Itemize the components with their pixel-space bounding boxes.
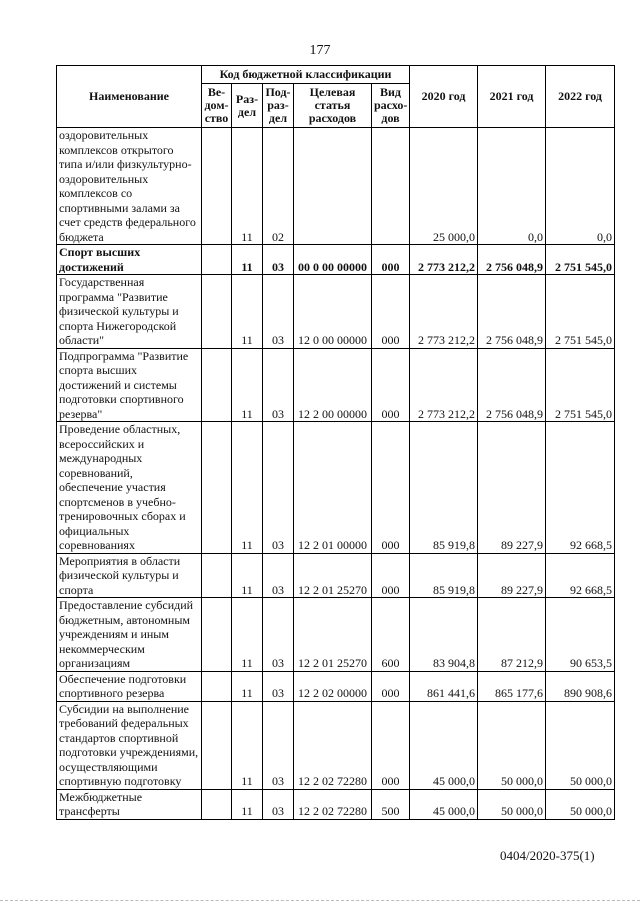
cell-2020: 2 773 212,2 xyxy=(410,348,478,422)
cell-ved xyxy=(202,275,232,349)
cell-razdel: 11 xyxy=(232,789,263,819)
cell-2020: 2 773 212,2 xyxy=(410,275,478,349)
cell-name: оздоровительных комплексов открытого типа и/или физкультурно-оздоровительных комплексов со спортивными залами за счет средств федерального бюджета xyxy=(57,128,202,245)
cell-celevaya: 12 2 00 00000 xyxy=(294,348,372,422)
cell-2020: 85 919,8 xyxy=(410,553,478,598)
cell-vid: 000 xyxy=(372,701,410,789)
footer-rule xyxy=(0,900,640,901)
cell-2022: 50 000,0 xyxy=(546,789,615,819)
header-name: Наименование xyxy=(57,66,202,128)
cell-2022: 2 751 545,0 xyxy=(546,348,615,422)
cell-celevaya: 12 2 01 25270 xyxy=(294,598,372,672)
cell-podrazdel: 02 xyxy=(263,128,294,245)
page-number: 177 xyxy=(309,43,331,58)
cell-razdel: 11 xyxy=(232,598,263,672)
table-body xyxy=(57,128,615,820)
table-row xyxy=(57,422,615,554)
cell-vid: 000 xyxy=(372,348,410,422)
header-celevaya: Целевая статья расходов xyxy=(294,84,372,128)
cell-celevaya: 00 0 00 00000 xyxy=(294,245,372,275)
cell-ved xyxy=(202,128,232,245)
cell-name: Обеспечение подготовки спортивного резерва xyxy=(57,671,202,701)
cell-ved xyxy=(202,422,232,554)
header-code-group: Код бюджетной классификации xyxy=(202,66,410,84)
cell-celevaya: 12 2 01 25270 xyxy=(294,553,372,598)
cell-2021: 89 227,9 xyxy=(478,422,546,554)
cell-razdel: 11 xyxy=(232,348,263,422)
cell-name: Межбюджетные трансферты xyxy=(57,789,202,819)
header-2021: 2021 год xyxy=(478,66,546,128)
table-header xyxy=(57,66,615,128)
cell-2021: 2 756 048,9 xyxy=(478,348,546,422)
table-row xyxy=(57,553,615,598)
cell-celevaya: 12 2 01 00000 xyxy=(294,422,372,554)
cell-razdel: 11 xyxy=(232,245,263,275)
cell-2021: 865 177,6 xyxy=(478,671,546,701)
cell-2020: 83 904,8 xyxy=(410,598,478,672)
cell-vid: 000 xyxy=(372,553,410,598)
cell-name: Предоставление субсидий бюджетным, автономным учреждениям и иным некоммерческим организациям xyxy=(57,598,202,672)
cell-celevaya: 12 2 02 00000 xyxy=(294,671,372,701)
cell-2021: 50 000,0 xyxy=(478,789,546,819)
cell-podrazdel: 03 xyxy=(263,275,294,349)
cell-vid: 000 xyxy=(372,671,410,701)
cell-celevaya: 12 0 00 00000 xyxy=(294,275,372,349)
cell-podrazdel: 03 xyxy=(263,671,294,701)
cell-2021: 89 227,9 xyxy=(478,553,546,598)
cell-vid: 600 xyxy=(372,598,410,672)
cell-2021: 87 212,9 xyxy=(478,598,546,672)
table-row xyxy=(57,671,615,701)
table-row xyxy=(57,275,615,349)
cell-celevaya xyxy=(294,128,372,245)
cell-vid: 000 xyxy=(372,422,410,554)
document-code: 0404/2020-375(1) xyxy=(500,848,595,863)
cell-podrazdel: 03 xyxy=(263,348,294,422)
cell-vid: 500 xyxy=(372,789,410,819)
cell-razdel: 11 xyxy=(232,701,263,789)
header-ved: Ве-дом-ство xyxy=(202,84,232,128)
cell-razdel: 11 xyxy=(232,553,263,598)
cell-vid: 000 xyxy=(372,245,410,275)
cell-ved xyxy=(202,671,232,701)
cell-name: Мероприятия в области физической культуры и спорта xyxy=(57,553,202,598)
cell-2020: 85 919,8 xyxy=(410,422,478,554)
cell-celevaya: 12 2 02 72280 xyxy=(294,789,372,819)
budget-table xyxy=(56,65,615,820)
cell-ved xyxy=(202,598,232,672)
cell-podrazdel: 03 xyxy=(263,789,294,819)
header-vid: Вид расхо-дов xyxy=(372,84,410,128)
cell-2022: 90 653,5 xyxy=(546,598,615,672)
cell-2021: 0,0 xyxy=(478,128,546,245)
cell-name: Спорт высших достижений xyxy=(57,245,202,275)
cell-2020: 45 000,0 xyxy=(410,701,478,789)
cell-2021: 50 000,0 xyxy=(478,701,546,789)
table-row xyxy=(57,128,615,245)
cell-2022: 92 668,5 xyxy=(546,422,615,554)
table-row xyxy=(57,701,615,789)
cell-ved xyxy=(202,245,232,275)
cell-2020: 2 773 212,2 xyxy=(410,245,478,275)
cell-razdel: 11 xyxy=(232,275,263,349)
cell-2021: 2 756 048,9 xyxy=(478,245,546,275)
cell-razdel: 11 xyxy=(232,128,263,245)
cell-2022: 2 751 545,0 xyxy=(546,275,615,349)
cell-podrazdel: 03 xyxy=(263,245,294,275)
cell-2022: 0,0 xyxy=(546,128,615,245)
cell-podrazdel: 03 xyxy=(263,598,294,672)
cell-2022: 92 668,5 xyxy=(546,553,615,598)
cell-razdel: 11 xyxy=(232,422,263,554)
cell-ved xyxy=(202,789,232,819)
cell-razdel: 11 xyxy=(232,671,263,701)
cell-name: Субсидии на выполнение требований федеральных стандартов спортивной подготовки учреждениями, осуществляющими спортивную подготовку xyxy=(57,701,202,789)
cell-ved xyxy=(202,701,232,789)
cell-2022: 50 000,0 xyxy=(546,701,615,789)
cell-name: Подпрограмма "Развитие спорта высших достижений и системы подготовки спортивного резерва" xyxy=(57,348,202,422)
cell-2020: 861 441,6 xyxy=(410,671,478,701)
header-2020: 2020 год xyxy=(410,66,478,128)
cell-ved xyxy=(202,348,232,422)
cell-podrazdel: 03 xyxy=(263,701,294,789)
table-row xyxy=(57,789,615,819)
table-row xyxy=(57,598,615,672)
cell-podrazdel: 03 xyxy=(263,553,294,598)
cell-2022: 890 908,6 xyxy=(546,671,615,701)
cell-vid xyxy=(372,128,410,245)
table-row xyxy=(57,348,615,422)
cell-2022: 2 751 545,0 xyxy=(546,245,615,275)
cell-celevaya: 12 2 02 72280 xyxy=(294,701,372,789)
cell-name: Проведение областных, всероссийских и международных соревнований, обеспечение участия спортсменов в учебно-тренировочных сборах и официальных соревнованиях xyxy=(57,422,202,554)
cell-vid: 000 xyxy=(372,275,410,349)
cell-2021: 2 756 048,9 xyxy=(478,275,546,349)
cell-name: Государственная программа "Развитие физической культуры и спорта Нижегородской области" xyxy=(57,275,202,349)
header-2022: 2022 год xyxy=(546,66,615,128)
header-podrazdel: Под-раз-дел xyxy=(263,84,294,128)
cell-podrazdel: 03 xyxy=(263,422,294,554)
cell-2020: 25 000,0 xyxy=(410,128,478,245)
cell-2020: 45 000,0 xyxy=(410,789,478,819)
table-row xyxy=(57,245,615,275)
header-razdel: Раз-дел xyxy=(232,84,263,128)
cell-ved xyxy=(202,553,232,598)
